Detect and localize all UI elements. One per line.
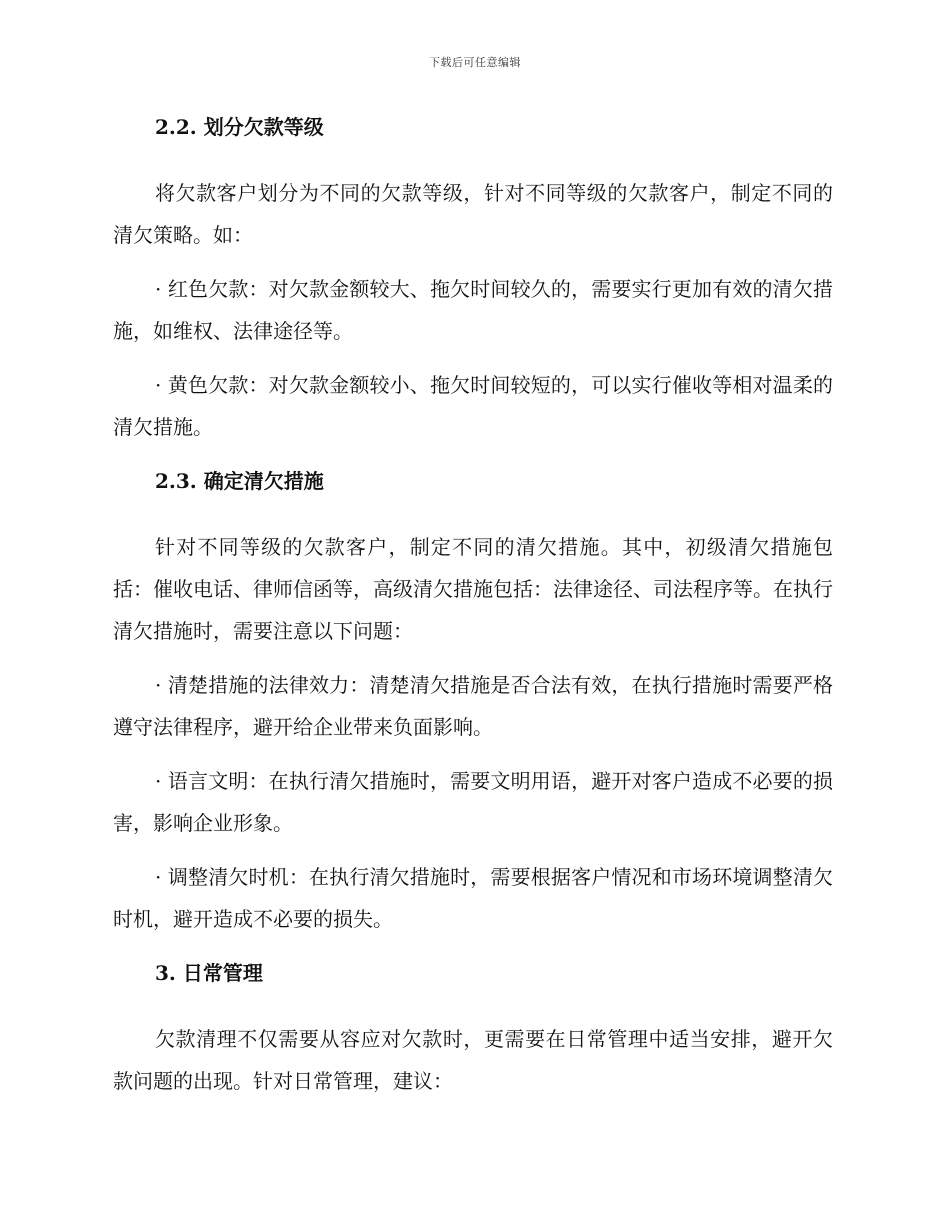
bullet-paragraph: · 红色欠款：对欠款金额较大、拖欠时间较久的，需要实行更加有效的清欠措施，如维权、法律途径等。: [113, 277, 833, 343]
bullet-paragraph: · 黄色欠款：对欠款金额较小、拖欠时间较短的，可以实行催收等相对温柔的清欠措施。: [113, 373, 833, 439]
page-header: 下载后可任意编辑: [429, 56, 521, 69]
section-heading: 2.3. 确定清欠措施: [155, 469, 324, 493]
paragraph: 欠款清理不仅需要从容应对欠款时，更需要在日常管理中适当安排，避开欠款问题的出现。针对日常管理，建议：: [113, 1027, 833, 1093]
section-heading: 2.2. 划分欠款等级: [155, 115, 324, 139]
section-heading: 3. 日常管理: [155, 961, 263, 985]
bullet-paragraph: · 调整清欠时机：在执行清欠措施时，需要根据客户情况和市场环境调整清欠时机，避开造成不必要的损失。: [113, 865, 833, 931]
bullet-paragraph: · 清楚措施的法律效力：清楚清欠措施是否合法有效，在执行措施时需要严格遵守法律程序，避开给企业带来负面影响。: [113, 673, 833, 739]
paragraph: 针对不同等级的欠款客户，制定不同的清欠措施。其中，初级清欠措施包括：催收电话、律师信函等，高级清欠措施包括：法律途径、司法程序等。在执行清欠措施时，需要注意以下问题：: [113, 535, 833, 643]
bullet-paragraph: · 语言文明：在执行清欠措施时，需要文明用语，避开对客户造成不必要的损害，影响企业形象。: [113, 769, 833, 835]
paragraph: 将欠款客户划分为不同的欠款等级，针对不同等级的欠款客户，制定不同的清欠策略。如：: [113, 181, 833, 247]
document-body: [113, 106, 833, 1114]
